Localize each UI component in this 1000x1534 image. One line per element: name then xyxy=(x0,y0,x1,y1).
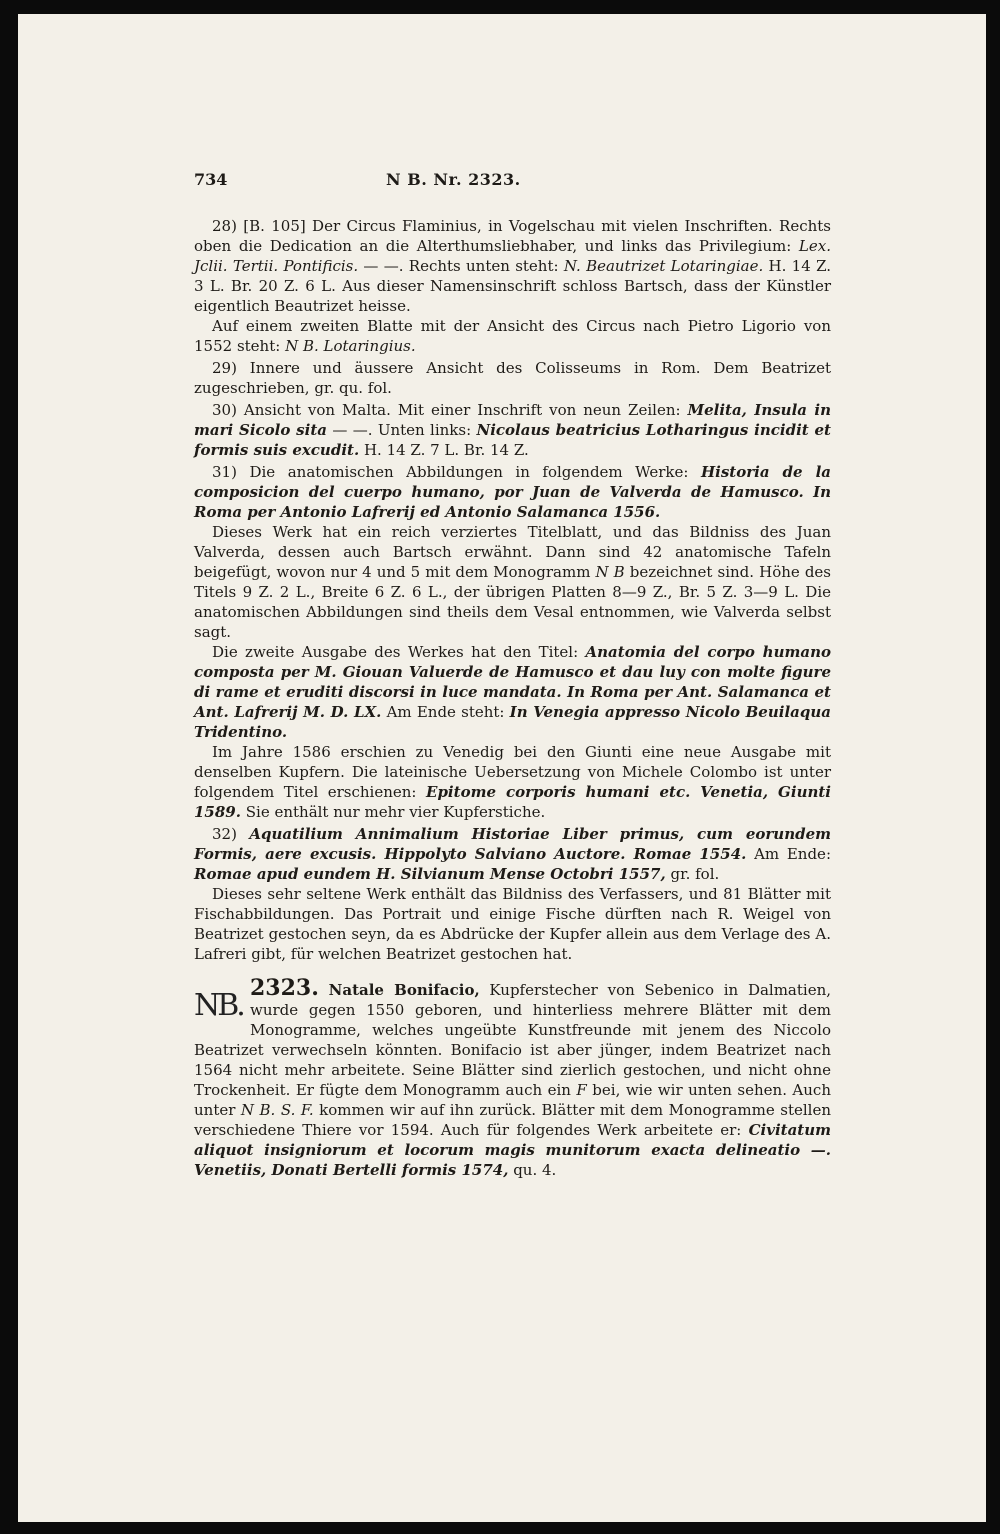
text-run: N. Beautrizet Lotaringiae. xyxy=(563,257,764,275)
text-run: 32) xyxy=(212,825,250,843)
text-run: H. 14 Z. 7 L. Br. 14 Z. xyxy=(359,441,529,459)
entry-28 xyxy=(194,216,831,316)
book-page xyxy=(18,14,986,1522)
text-run: Romae apud eundem H. Silvianum Mense Octobri 1557, xyxy=(194,865,666,883)
text-run: Epitome corporis humani etc. Venetia, Giunti 1589. xyxy=(194,783,832,821)
text-run: Historia de la composicion del cuerpo humano, por Juan de Valverda de Hamusco. In Roma per Antonio Lafrerij ed Antonio Salamanca 1556. xyxy=(194,463,831,521)
text-run: N B. Lotaringius. xyxy=(285,337,416,355)
text-run: 29) Innere und äussere Ansicht des Colisseums in Rom. Dem Beatrizet zugeschrieben, gr. qu. fol. xyxy=(194,359,831,397)
text-run: bei, wie wir unten sehen. Auch unter xyxy=(194,1081,831,1119)
text-run: Melita, Insula in mari Sicolo sita xyxy=(194,401,831,439)
text-run: Am Ende: xyxy=(746,845,831,863)
text-run: 31) Die anatomischen Abbildungen in folgendem Werke: xyxy=(212,463,701,481)
text-run: Im Jahre 1586 erschien zu Venedig bei den Giunti eine neue Ausgabe mit denselben Kupfern. Die lateinische Uebersetzung von Michele Colombo ist unter folgendem Titel erschienen: xyxy=(194,743,831,801)
text-run: Lex. Jclii. Tertii. Pontificis. xyxy=(194,237,831,275)
entry-31-second-edition xyxy=(194,642,831,742)
text-run: — —. Rechts unten steht: xyxy=(358,257,564,275)
text-run: In Venegia appresso Nicolo Beuilaqua Tridentino. xyxy=(194,703,831,741)
entry-31-description xyxy=(194,522,831,642)
artist-name: Natale Bonifacio, xyxy=(328,981,480,999)
header-title: N B. Nr. 2323. xyxy=(386,170,521,189)
text-run: Auf einem zweiten Blatte mit der Ansicht des Circus nach Pietro Ligorio von 1552 steht: xyxy=(194,317,831,355)
entry-32 xyxy=(194,824,831,884)
page-content xyxy=(194,170,831,1180)
text-run: Am Ende steht: xyxy=(381,703,510,721)
text-run: qu. 4. xyxy=(508,1161,557,1179)
text-run: Aquatilium Annimalium Historiae Liber primus, cum eorundem Formis, aere excusis. Hippolyto Salviano Auctore. Romae 1554. xyxy=(194,825,831,863)
text-run: kommen wir auf ihn zurück. Blätter mit dem Monogramme stellen verschiedene Thiere vor 1594. Auch für folgendes Werk arbeitete er: xyxy=(194,1101,831,1139)
text-run: Nicolaus beatricius Lotharingus incidit et formis suis excudit. xyxy=(194,421,831,459)
text-run: Civitatum aliquot insigniorum et locorum magis munitorum exacta delineatio —. Venetiis, Donati Bertelli formis 1574, xyxy=(194,1121,831,1179)
entry-31 xyxy=(194,462,831,522)
text-run: Anatomia del corpo humano composta per M. Giouan Valuerde de Hamusco et dau luy con molte figure di rame et eruditi discorsi in luce mandata. In Roma per Ant. Salamanca et Ant. Lafrerij M. D. LX. xyxy=(194,643,831,721)
monogram-nb: NB. xyxy=(194,988,243,1023)
entry-28-note xyxy=(194,316,831,356)
entry-2323 xyxy=(194,975,832,1180)
entry-32-description xyxy=(194,884,831,964)
text-run: Die zweite Ausgabe des Werkes hat den Titel: xyxy=(212,643,586,661)
text-run: 30) Ansicht von Malta. Mit einer Inschrift von neun Zeilen: xyxy=(212,401,688,419)
text-run: N B xyxy=(595,563,625,581)
text-run: 28) [B. 105] Der Circus Flaminius, in Vogelschau mit vielen Inschriften. Rechts oben die Dedication an die Alterthumsliebhaber, und links das Privilegium: xyxy=(194,217,831,255)
text-run: H. 14 Z. 3 L. Br. 20 Z. 6 L. Aus dieser Namensinschrift schloss Bartsch, dass der Künstler eigentlich Beautrizet heisse. xyxy=(194,257,831,315)
entry-31-third-edition xyxy=(194,742,831,822)
text-run: Sie enthält nur mehr vier Kupferstiche. xyxy=(240,803,546,821)
entry-number: 2323. xyxy=(250,975,319,1001)
entry-2323-body xyxy=(194,981,831,1179)
text-run: — —. Unten links: xyxy=(326,421,477,439)
text-run: Kupferstecher von Sebenico in Dalmatien, wurde gegen 1550 geboren, und hinterliess mehrere Blätter mit dem Monogramme, welches ungeübte Kunstfreunde mit jenem des Niccolo Beatrizet verwechseln könnten. Bonifacio ist aber jünger, indem Beatrizet nach 1564 nicht mehr arbeitete. Seine Blätter sind zierlich gestochen, und nicht ohne Trockenheit. Er fügte dem Monogramm auch ein xyxy=(194,981,832,1099)
page-number: 734 xyxy=(194,170,228,189)
text-run: N B. S. F. xyxy=(240,1101,314,1119)
text-run: F xyxy=(576,1081,587,1099)
entry-29 xyxy=(194,358,831,398)
text-run: Dieses Werk hat ein reich verziertes Titelblatt, und das Bildniss des Juan Valverda, dessen auch Bartsch erwähnt. Dann sind 42 anatomische Tafeln beigefügt, wovon nur 4 und 5 mit dem Monogramm xyxy=(194,523,831,581)
running-header xyxy=(194,170,831,194)
entry-30 xyxy=(194,400,831,460)
text-run: bezeichnet sind. Höhe des Titels 9 Z. 2 L., Breite 6 Z. 6 L., der übrigen Platten 8—9 Z., Br. 5 Z. 3—9 L. Die anatomischen Abbildungen sind theils dem Vesal entnommen, wie Valverda selbst sagt. xyxy=(194,563,831,641)
text-run: Dieses sehr seltene Werk enthält das Bildniss des Verfassers, und 81 Blätter mit Fischabbildungen. Das Portrait und einige Fische dürften nach R. Weigel von Beatrizet gestochen seyn, da es Abdrücke der Kupfer allein aus dem Verlage des A. Lafreri gibt, für welchen Beatrizet gestochen hat. xyxy=(194,885,831,963)
text-run: gr. fol. xyxy=(665,865,720,883)
